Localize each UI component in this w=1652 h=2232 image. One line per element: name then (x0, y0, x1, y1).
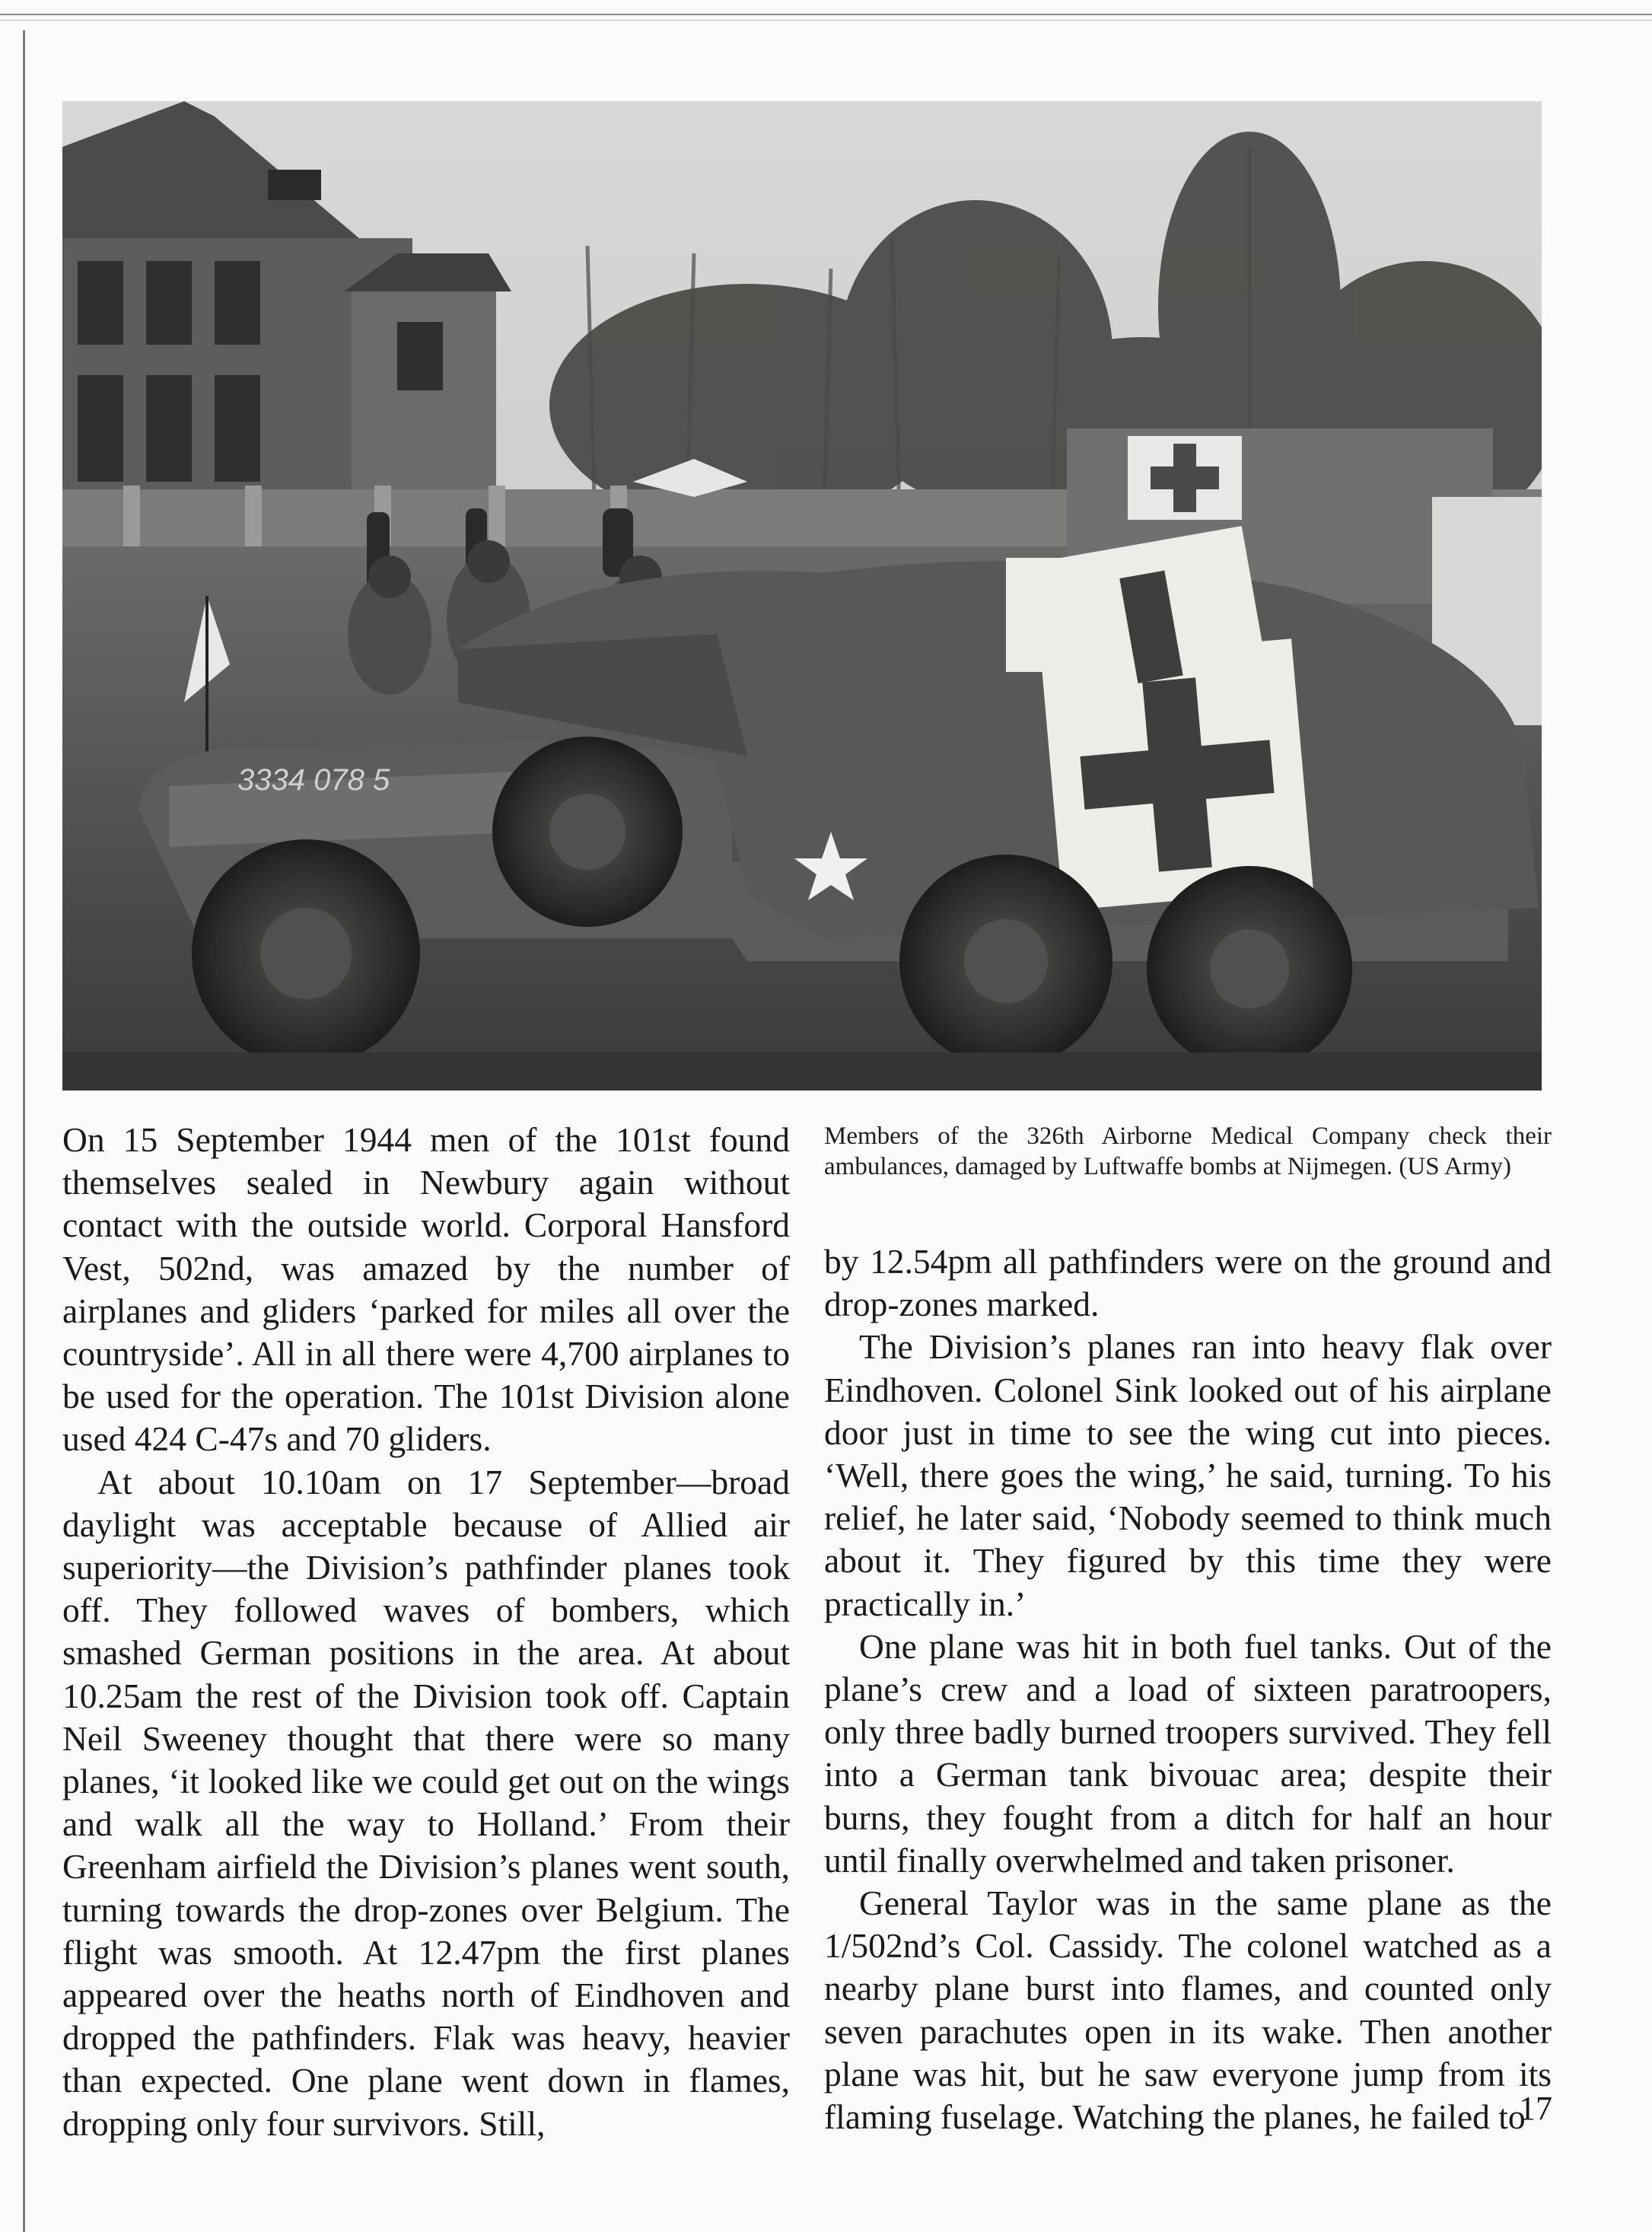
right-text-column (824, 1240, 1552, 2138)
vehicle-number: 3334 078 5 (237, 763, 390, 797)
page-number: 17 (1519, 2090, 1552, 2127)
paragraph: The Division’s planes ran into heavy flak over Eindhoven. Colonel Sink looked out of his airplane door just in time to see the wing cut into pieces. ‘Well, there goes the wing,’ he said, turning. To his relief, he later said, ‘Nobody seemed to think much about it. They figured by this time they were practically in.’ (824, 1327, 1552, 1623)
paragraph-continuation: by 12.54pm all pathfinders were on the ground and drop-zones marked. (824, 1242, 1552, 1324)
top-rule (0, 14, 1652, 15)
paragraph: General Taylor was in the same plane as the 1/502nd’s Col. Cassidy. The colonel watched as a nearby plane burst into flames, and counted only seven parachutes open in its wake. Then another plane was hit, but he saw everyone jump from its flaming fuselage. Watching the planes, he failed to (824, 1883, 1552, 2137)
paragraph: One plane was hit in both fuel tanks. Out of the plane’s crew and a load of sixteen paratroopers, only three badly burned troopers survived. They fell into a German tank bivouac area; despite their burns, they fought from a ditch for half an hour until finally overwhelmed and taken prisoner. (824, 1626, 1552, 1880)
paragraph: On 15 September 1944 men of the 101st found themselves sealed in Newbury again without contact with the outside world. Corporal Hansford Vest, 502nd, was amazed by the number of airplanes and gliders ‘parked for miles all over the countryside’. All in all there were 4,700 airplanes to be used for the operation. The 101st Division alone used 424 C-47s and 70 gliders. (62, 1120, 790, 1459)
page-binding-edge (23, 30, 25, 2232)
left-text-column (62, 1119, 790, 2145)
photo-caption: Members of the 326th Airborne Medical Company check their ambulances, damaged by Luftwaffe bombs at Nijmegen. (US Army) (824, 1122, 1552, 1180)
top-rule-secondary (0, 20, 1652, 21)
paragraph: At about 10.10am on 17 September—broad daylight was acceptable because of Allied air superiority—the Division’s pathfinder planes took off. They followed waves of bombers, which smashed German positions in the area. At about 10.25am the rest of the Division took off. Captain Neil Sweeney thought that there were so many planes, ‘it looked like we could get out on the wings and walk all the way to Holland.’ From their Greenham airfield the Division’s planes went south, turning towards the drop-zones over Belgium. The flight was smooth. At 12.47pm the first planes appeared over the heaths north of Eindhoven and dropped the pathfinders. Flak was heavy, heavier than expected. One plane went down in flames, dropping only four survivors. Still, (62, 1462, 790, 2143)
photograph-ambulance (62, 101, 1542, 1091)
